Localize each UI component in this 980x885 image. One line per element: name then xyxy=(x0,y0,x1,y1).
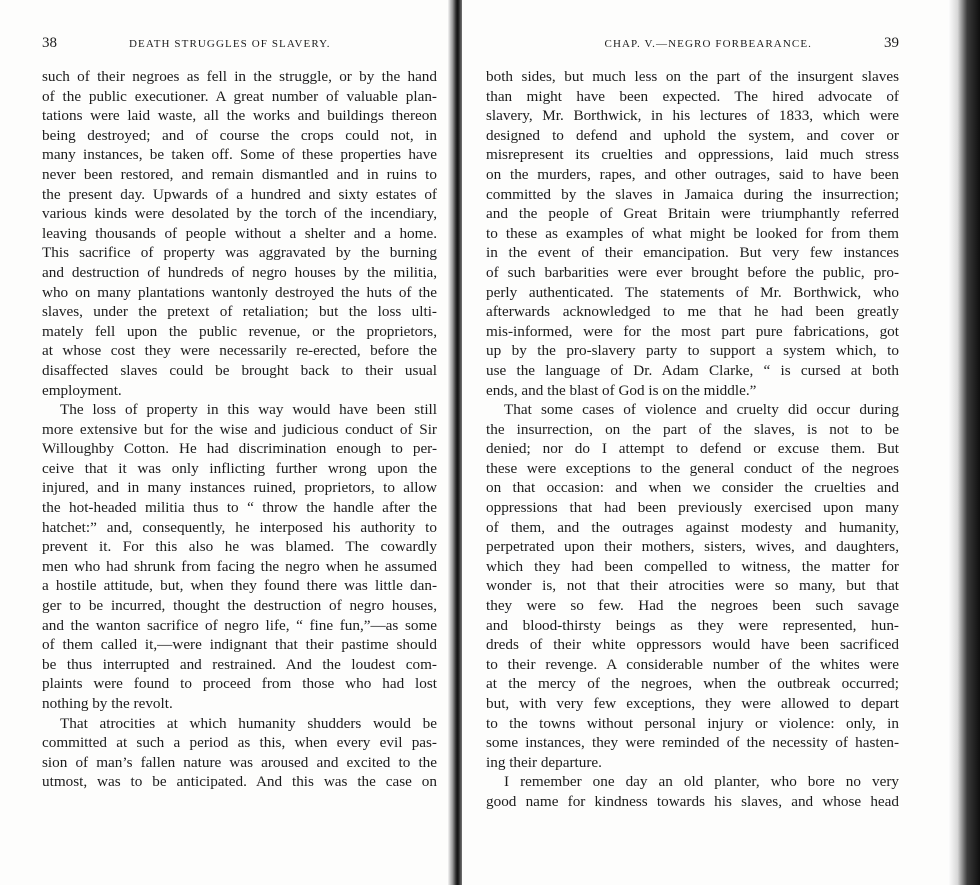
text-line: and destruction of hundreds of negro houses by the militia, xyxy=(42,263,437,281)
text-line: tations were laid waste, all the works and buildings thereon xyxy=(42,107,437,125)
text-line: afterwards acknowledged to me that he had been greatly xyxy=(486,303,899,321)
text-line: This sacrifice of property was aggravated by the burning xyxy=(42,244,437,262)
text-line: up by the pro-slavery party to support a system which, to xyxy=(486,342,899,360)
text-line: utmost, was to be anticipated. And this was the case on xyxy=(42,773,437,791)
text-line: to the towns without personal injury or violence: only, in xyxy=(486,714,899,732)
text-line: these were exceptions to the general conduct of the negroes xyxy=(486,459,899,477)
text-line: of such barbarities were ever brought before the public, pro- xyxy=(486,263,899,281)
right-page-number: 39 xyxy=(884,35,899,51)
text-line: the hot-headed militia thus to “ throw the handle after the xyxy=(42,499,437,517)
text-line: disaffected slaves could be brought back to their usual xyxy=(42,361,437,379)
right-body-text xyxy=(486,67,899,812)
text-line: the present day. Upwards of a hundred and sixty estates of xyxy=(42,185,437,203)
text-line: on that occasion: and when we consider the cruelties and xyxy=(486,479,899,497)
text-line: in the event of their emancipation. But very few instances xyxy=(486,244,899,262)
text-line: at whose cost they were necessarily re-erected, before the xyxy=(42,342,437,360)
text-line: perpetrated upon their mothers, sisters, wives, and daughters, xyxy=(486,538,899,556)
text-line: more extensive but for the wise and judicious conduct of Sir xyxy=(42,420,437,438)
text-line: and the wanton sacrifice of negro life, “ fine fun,”—as some xyxy=(42,616,437,634)
text-line: of them, and the outrages against modesty and humanity, xyxy=(486,518,899,536)
text-line: wonder is, not that their atrocities were so many, but that xyxy=(486,577,899,595)
left-running-title: DEATH STRUGGLES OF SLAVERY. xyxy=(129,38,331,50)
text-line: and blood-thirsty beings as they were represented, hun- xyxy=(486,616,899,634)
right-running-title: CHAP. V.—NEGRO FORBEARANCE. xyxy=(604,38,812,50)
left-page-number: 38 xyxy=(42,35,57,51)
text-line: prevent it. For this also he was blamed. The cowardly xyxy=(42,538,437,556)
text-line: of the public executioner. A great number of valuable plan- xyxy=(42,87,437,105)
text-line: such of their negroes as fell in the struggle, or by the hand xyxy=(42,68,437,85)
text-line: dreds of their white oppressors would have been sacrificed xyxy=(486,636,899,654)
text-line: and the people of Great Britain were triumphantly referred xyxy=(486,205,899,223)
text-line: they were so few. Had the negroes been such savage xyxy=(486,597,899,615)
text-line: on the murders, rapes, and other outrages, said to have been xyxy=(486,165,899,183)
text-line: being destroyed; and of course the crops could not, in xyxy=(42,126,437,144)
text-line: denied; nor do I attempt to defend or excuse them. But xyxy=(486,440,899,458)
text-line: mis-informed, were for the most part pure fabrications, got xyxy=(486,322,899,340)
right-page xyxy=(462,0,980,885)
left-running-head xyxy=(42,35,438,52)
text-line: ger to be incurred, thought the destruction of negro houses, xyxy=(42,597,437,615)
text-line: injured, and in many instances ruined, proprietors, to allow xyxy=(42,479,437,497)
text-line: mately fell upon the public revenue, or the proprietors, xyxy=(42,322,437,340)
text-line: to these as examples of what might be looked for from them xyxy=(486,224,899,242)
text-line: men who had shrunk from facing the negro when he assumed xyxy=(42,557,437,575)
text-line: which they had been compelled to witness, the matter for xyxy=(486,557,899,575)
text-line: The loss of property in this way would have been still xyxy=(60,401,437,419)
text-line: slaves, under the pretext of retaliation; but the loss ulti- xyxy=(42,303,437,321)
text-line: committed at such a period as this, when every evil pas- xyxy=(42,734,437,752)
text-line: various kinds were desolated by the torch of the incendiary, xyxy=(42,205,437,223)
text-line: the insurrection, on the part of the slaves, is not to be xyxy=(486,420,899,438)
text-line: some instances, they were reminded of the necessity of hasten- xyxy=(486,734,899,752)
text-line: of them called it,—were indignant that their pastime should xyxy=(42,636,437,654)
text-line: ing their departure. xyxy=(486,753,602,771)
text-line: who on many plantations wantonly destroyed the huts of the xyxy=(42,283,437,301)
text-line: slavery, Mr. Borthwick, in his lectures of 1833, which were xyxy=(486,107,899,125)
text-line: a hostile attitude, but, when they found there was little dan- xyxy=(42,577,437,595)
text-line: many instances, be taken off. Some of these properties have xyxy=(42,146,437,164)
text-line: Willoughby Cotton. He had discrimination enough to per- xyxy=(42,440,437,458)
text-line: nothing by the revolt. xyxy=(42,695,173,712)
text-line: designed to defend and uphold the system, and cover or xyxy=(486,126,899,144)
left-body-text xyxy=(42,67,437,792)
text-line: be thus interrupted and restrained. And the loudest com- xyxy=(42,655,437,673)
text-line: perly authenticated. The statements of Mr. Borthwick, who xyxy=(486,283,899,301)
text-line: sion of man’s fallen nature was aroused and excited to the xyxy=(42,753,437,771)
text-line: plaints were found to proceed from those who had lost xyxy=(42,675,437,693)
text-line: oppressions that had been previously exercised upon many xyxy=(486,499,899,517)
text-line: committed by the slaves in Jamaica during the insurrection; xyxy=(486,185,899,203)
text-line: to their revenge. A considerable number of the whites were xyxy=(486,655,899,673)
text-line: misrepresent its cruelties and oppressions, laid much stress xyxy=(486,146,899,164)
text-line: never been restored, and remain dismantled and in ruins to xyxy=(42,165,437,183)
text-line: leaving thousands of people without a shelter and a home. xyxy=(42,224,437,242)
text-line: use the language of Dr. Adam Clarke, “ is cursed at both xyxy=(486,361,899,379)
text-line: good name for kindness towards his slaves, and whose head xyxy=(486,792,899,810)
text-line: at the mercy of the negroes, when the outbreak occurred; xyxy=(486,675,899,693)
page-edge-shadow xyxy=(948,0,980,885)
text-line: employment. xyxy=(42,381,122,399)
right-running-head xyxy=(487,35,899,52)
text-line: ceive that it was only inflicting further wrong upon the xyxy=(42,459,437,477)
text-line: That atrocities at which humanity shudders would be xyxy=(60,714,437,732)
text-line: ends, and the blast of God is on the middle.” xyxy=(486,381,757,399)
text-line: I remember one day an old planter, who bore no very xyxy=(504,773,899,791)
text-line: hatchet:” and, consequently, he interposed his authority to xyxy=(42,518,437,536)
text-line: than might have been expected. The hired advocate of xyxy=(486,87,899,105)
text-line: both sides, but much less on the part of the insurgent slaves xyxy=(486,68,899,85)
text-line: That some cases of violence and cruelty did occur during xyxy=(504,401,899,419)
text-line: but, with very few exceptions, they were allowed to depart xyxy=(486,695,899,712)
left-page xyxy=(0,0,452,885)
